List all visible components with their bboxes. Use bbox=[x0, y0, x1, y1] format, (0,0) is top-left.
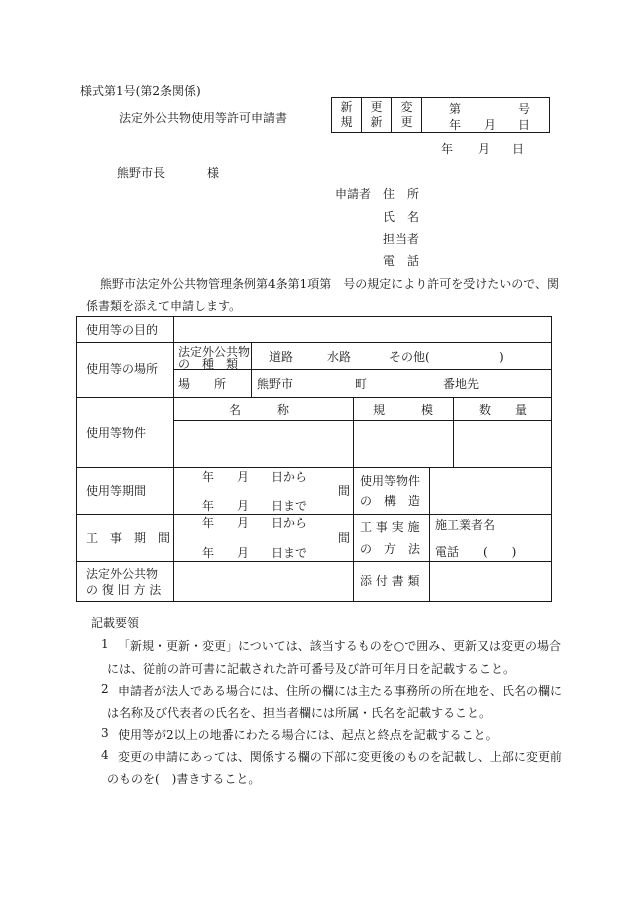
object-scale-header: 規 模 bbox=[373, 403, 434, 417]
work-from-month: 月 bbox=[237, 516, 250, 530]
period-from-year: 年 bbox=[202, 470, 215, 484]
instructions-heading: 記載要領 bbox=[91, 616, 140, 630]
work-to-day: 日まで bbox=[271, 546, 308, 560]
period-to-day: 日まで bbox=[271, 499, 308, 513]
structure-label-line2: の 構 造 bbox=[360, 494, 421, 508]
restore-label-line1: 法定外公共物 bbox=[86, 567, 159, 581]
object-name-field[interactable] bbox=[174, 421, 352, 466]
object-name-header: 名 称 bbox=[229, 403, 290, 417]
place-town: 町 bbox=[355, 377, 368, 391]
period-interval: 間 bbox=[338, 484, 351, 498]
type-other-close: ) bbox=[499, 350, 504, 364]
type-other-option[interactable]: その他( bbox=[389, 350, 430, 364]
type-water-option[interactable]: 水路 bbox=[327, 350, 352, 364]
instruction-1-line1: 「新規・更新・変更」については、該当するものを○で囲み、更新又は変更の場合 bbox=[118, 639, 561, 653]
period-to-month: 月 bbox=[237, 499, 250, 513]
place-label: 場 所 bbox=[178, 377, 227, 391]
work-period-label: 工 事 期 間 bbox=[86, 531, 171, 545]
permit-number-suffix: 号 bbox=[518, 102, 531, 116]
application-statement-line2: 係書類を添えて申請します。 bbox=[86, 299, 242, 313]
type-road-option[interactable]: 道路 bbox=[269, 350, 294, 364]
applicant-address-label[interactable]: 住 所 bbox=[383, 187, 420, 201]
restore-field[interactable] bbox=[174, 562, 352, 600]
addressee-honorific: 様 bbox=[207, 166, 220, 180]
instruction-2-line1: 申請者が法人である場合には、住所の欄には主たる事務所の所在地を、氏名の欄に bbox=[118, 684, 563, 698]
work-from-day: 日から bbox=[271, 516, 308, 530]
permit-date-day: 日 bbox=[518, 118, 531, 132]
applicant-label: 申請者 bbox=[335, 187, 372, 201]
object-quantity-header: 数 量 bbox=[479, 403, 528, 417]
addressee-name: 熊野市長 bbox=[117, 166, 166, 180]
form-number: 様式第1号(第2条関係) bbox=[80, 84, 201, 98]
permit-date-year: 年 bbox=[449, 118, 462, 132]
restore-label-line2: の 復 旧 方 法 bbox=[86, 583, 162, 597]
work-to-year: 年 bbox=[202, 546, 215, 560]
attached-docs-field[interactable] bbox=[430, 562, 550, 600]
period-label: 使用等期間 bbox=[86, 484, 147, 498]
instruction-number: 4 bbox=[101, 748, 109, 762]
type-label-line1: 法定外公共物 bbox=[178, 345, 251, 359]
attached-docs-label: 添 付 書 類 bbox=[360, 574, 420, 588]
method-label-line2: の 方 法 bbox=[360, 542, 421, 556]
instruction-2-line2: は名称及び代表者の氏名を、担当者欄には所属・氏名を記載すること。 bbox=[107, 706, 492, 720]
status-change[interactable]: 変 更 bbox=[400, 100, 413, 129]
period-to-year: 年 bbox=[202, 499, 215, 513]
work-interval: 間 bbox=[338, 531, 351, 545]
contractor-phone[interactable]: 電話 ( ) bbox=[435, 545, 517, 559]
instruction-4-line2: のものを( )書きすること。 bbox=[107, 772, 261, 786]
status-new[interactable]: 新 規 bbox=[340, 100, 353, 129]
instruction-number: 1 bbox=[101, 637, 109, 651]
type-label-line2: の 種 類 bbox=[178, 357, 239, 371]
status-box bbox=[331, 97, 550, 133]
purpose-field[interactable] bbox=[174, 318, 550, 341]
contractor-label[interactable]: 施工業者名 bbox=[435, 518, 496, 532]
location-label: 使用等の場所 bbox=[86, 362, 159, 376]
method-label-line1: 工 事 実 施 bbox=[360, 520, 420, 534]
applicant-name-label[interactable]: 氏 名 bbox=[383, 210, 420, 224]
instruction-4-line1: 変更の申請にあっては、関係する欄の下部に変更後のものを記載し、上部に変更前 bbox=[118, 750, 562, 764]
object-scale-field[interactable] bbox=[354, 421, 452, 466]
document-title: 法定外公共物使用等許可申請書 bbox=[119, 111, 288, 125]
instruction-3-line1: 使用等が2以上の地番にわたる場合には、起点と終点を記載すること。 bbox=[118, 728, 498, 742]
permit-number-prefix: 第 bbox=[449, 102, 462, 116]
application-table bbox=[76, 316, 552, 602]
application-date-year: 年 bbox=[441, 142, 454, 156]
period-from-month: 月 bbox=[237, 470, 250, 484]
period-from-day: 日から bbox=[271, 470, 308, 484]
permit-date-month: 月 bbox=[484, 118, 497, 132]
instruction-number: 2 bbox=[101, 682, 109, 696]
instruction-1-line2: には、従前の許可書に記載された許可番号及び許可年月日を記載すること。 bbox=[107, 662, 516, 676]
purpose-label: 使用等の目的 bbox=[86, 323, 159, 337]
applicant-contact-label[interactable]: 担当者 bbox=[383, 232, 420, 246]
applicant-phone-label[interactable]: 電 話 bbox=[383, 254, 420, 268]
application-date-month: 月 bbox=[478, 142, 491, 156]
work-to-month: 月 bbox=[237, 546, 250, 560]
application-statement-line1: 熊野市法定外公共物管理条例第4条第1項第 号の規定により許可を受けたいので、関 bbox=[100, 277, 560, 291]
place-city: 熊野市 bbox=[257, 377, 294, 391]
object-quantity-field[interactable] bbox=[454, 421, 550, 466]
instruction-number: 3 bbox=[101, 726, 109, 740]
application-date-day: 日 bbox=[512, 142, 525, 156]
object-label: 使用等物件 bbox=[86, 426, 147, 440]
place-lot: 番地先 bbox=[443, 377, 480, 391]
structure-label-line1: 使用等物件 bbox=[360, 474, 421, 488]
work-from-year: 年 bbox=[202, 516, 215, 530]
status-renew[interactable]: 更 新 bbox=[370, 100, 383, 129]
structure-field[interactable] bbox=[430, 468, 550, 513]
